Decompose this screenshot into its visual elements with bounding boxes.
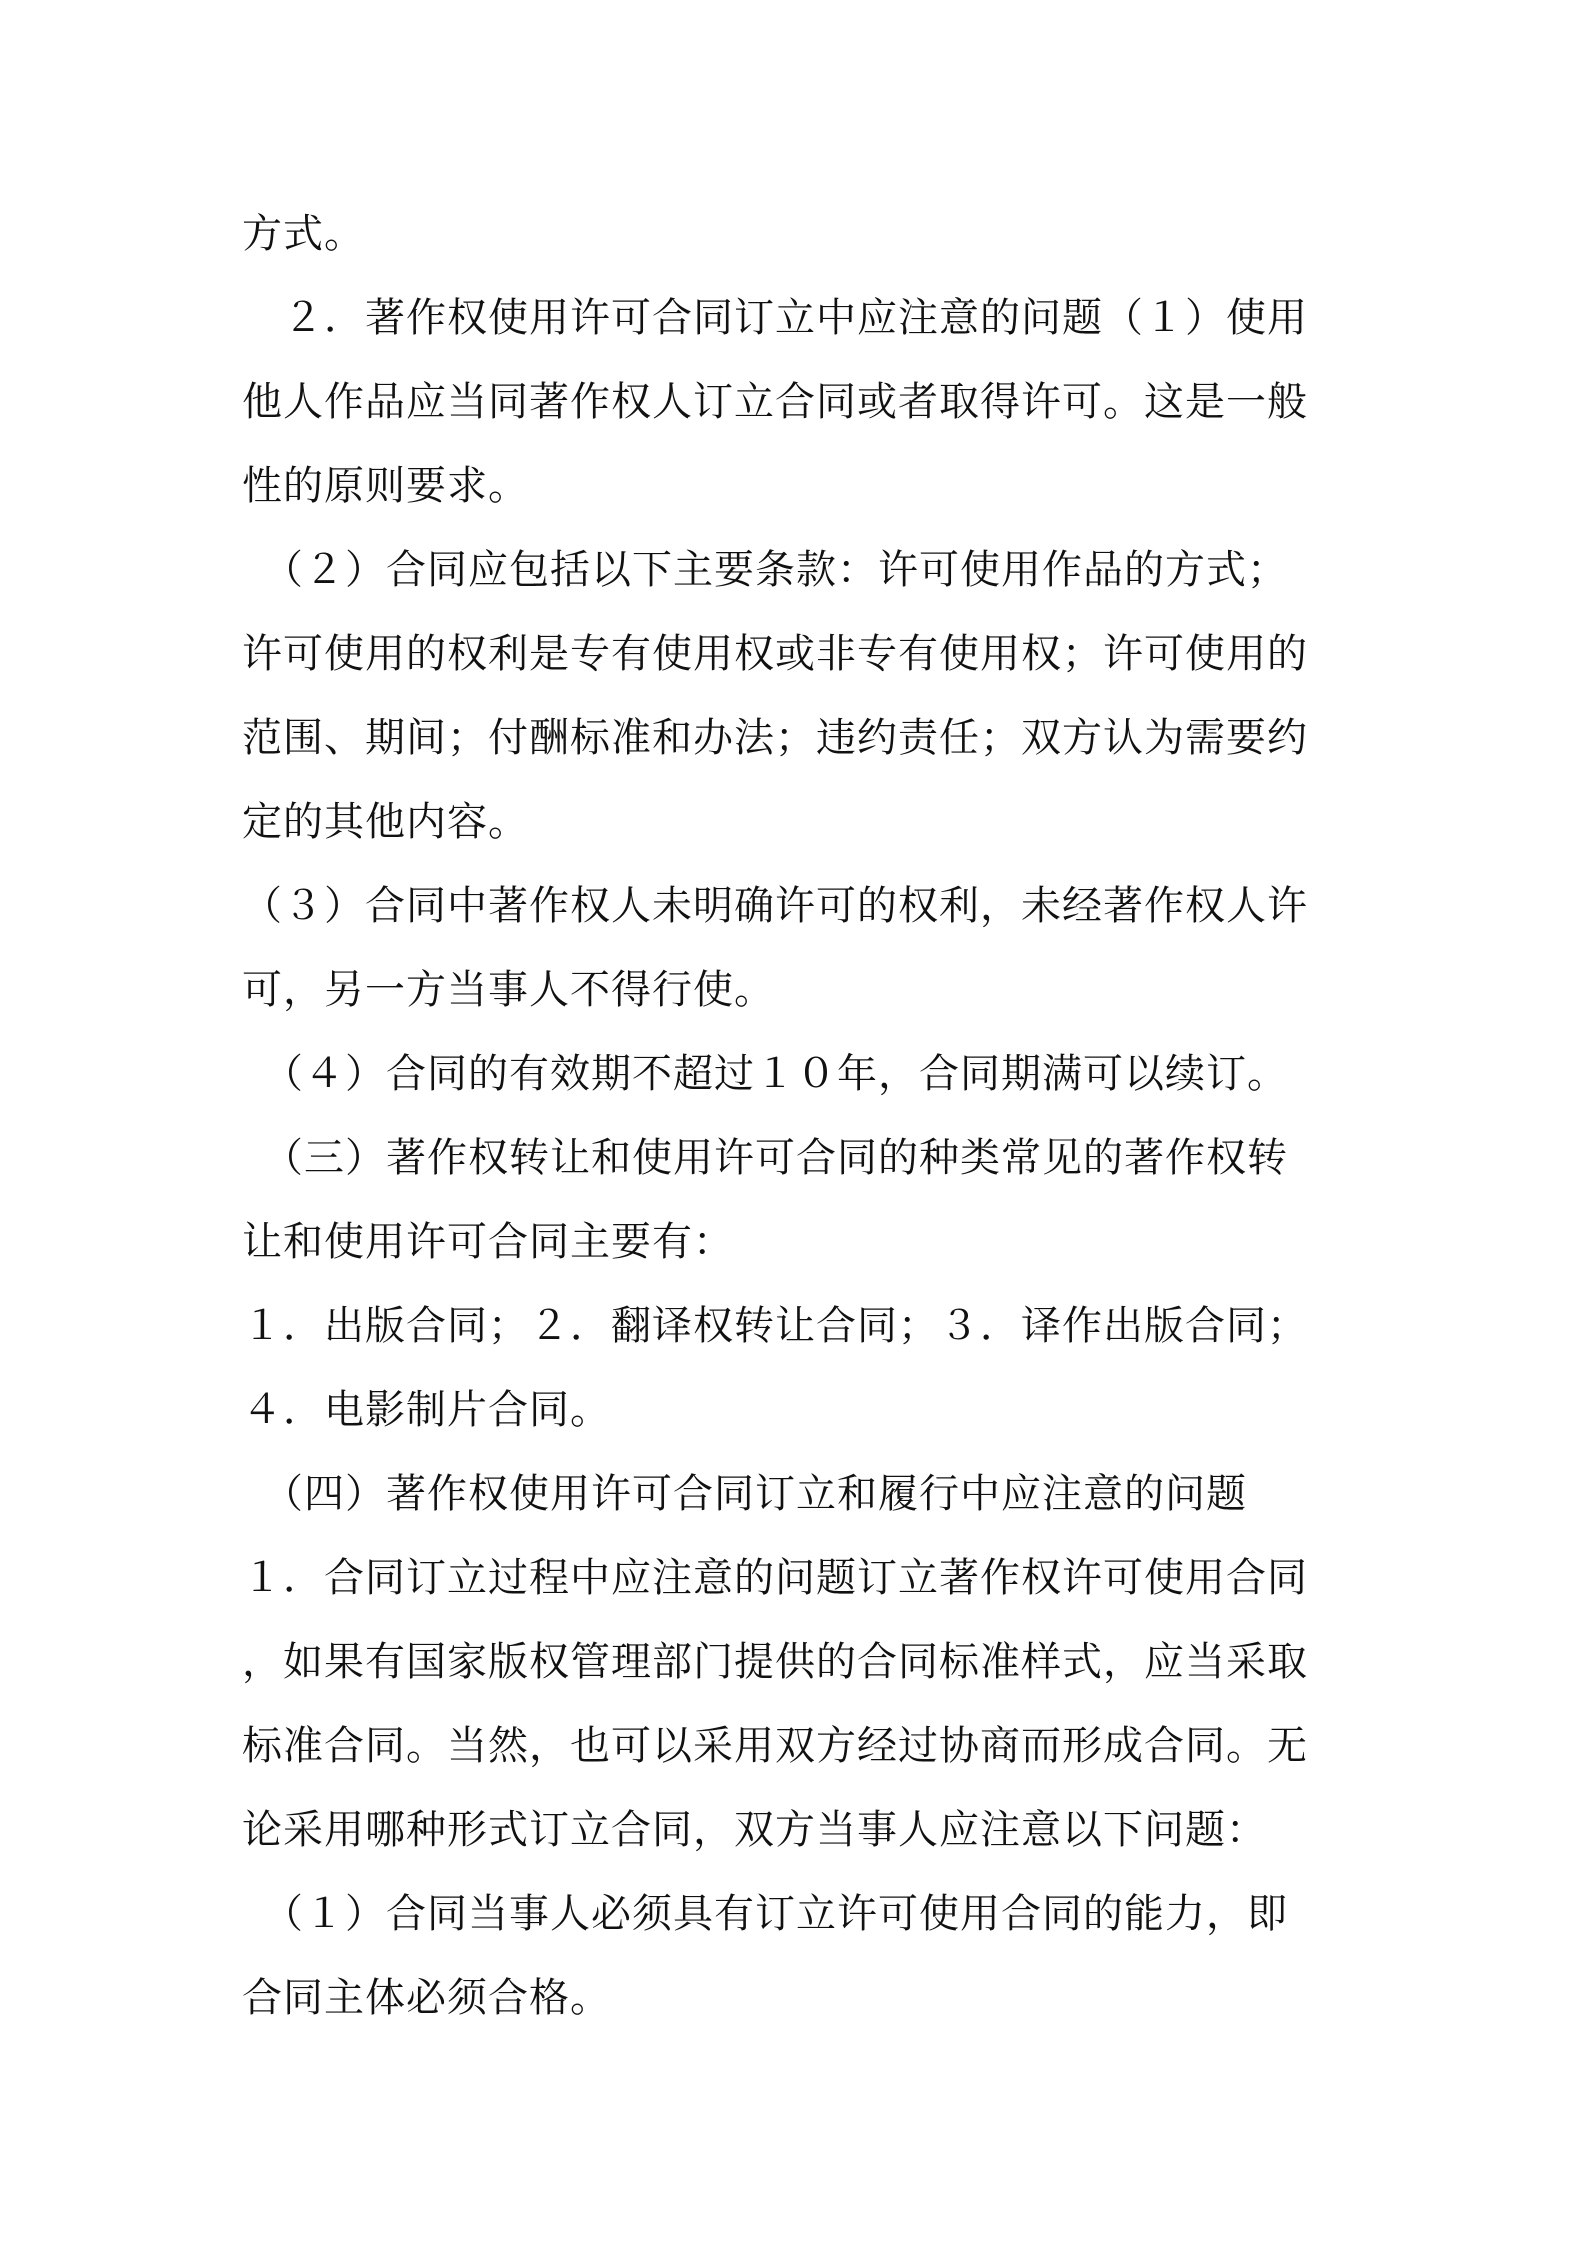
text-line: ４．电影制片合同。 [242,1387,611,1433]
text-line: 性的原则要求。 [242,463,529,509]
text-line: ，如果有国家版权管理部门提供的合同标准样式，应当采取 [242,1639,1308,1685]
text-line: 论采用哪种形式订立合同，双方当事人应注意以下问题： [242,1807,1267,1853]
text-line: 方式。 [242,211,365,257]
text-line: 范围、期间；付酬标准和办法；违约责任；双方认为需要约 [242,715,1308,761]
text-line: 让和使用许可合同主要有： [242,1219,734,1265]
text-line: １．合同订立过程中应注意的问题订立著作权许可使用合同 [242,1555,1308,1601]
text-line: １．出版合同；２．翻译权转让合同；３．译作出版合同； [242,1303,1308,1349]
text-line: （４）合同的有效期不超过１０年，合同期满可以续订。 [242,1051,1288,1097]
text-line: （２）合同应包括以下主要条款：许可使用作品的方式； [242,547,1288,593]
text-line: 许可使用的权利是专有使用权或非专有使用权；许可使用的 [242,631,1308,677]
text-line: （１）合同当事人必须具有订立许可使用合同的能力，即 [242,1891,1288,1937]
text-line: （四）著作权使用许可合同订立和履行中应注意的问题 [242,1471,1247,1517]
text-line: （３）合同中著作权人未明确许可的权利，未经著作权人许 [242,883,1308,929]
text-line: 定的其他内容。 [242,799,529,845]
text-line: 合同主体必须合格。 [242,1975,611,2021]
text-line: 他人作品应当同著作权人订立合同或者取得许可。这是一般 [242,379,1308,425]
document-body [242,192,1362,2040]
text-line: 可，另一方当事人不得行使。 [242,967,775,1013]
text-line: 标准合同。当然，也可以采用双方经过协商而形成合同。无 [242,1723,1308,1769]
text-line: ２．著作权使用许可合同订立中应注意的问题（１）使用 [242,295,1308,341]
text-line: （三）著作权转让和使用许可合同的种类常见的著作权转 [242,1135,1288,1181]
